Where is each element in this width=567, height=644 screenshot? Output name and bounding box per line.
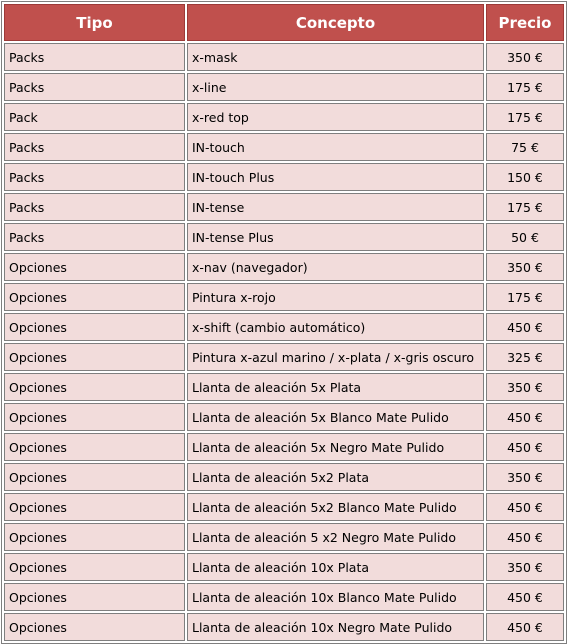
- cell-precio: 50 €: [486, 223, 564, 251]
- cell-concepto: IN-touch Plus: [187, 163, 484, 191]
- column-header-concepto: Concepto: [187, 4, 484, 41]
- cell-precio: 450 €: [486, 523, 564, 551]
- cell-tipo: Opciones: [4, 253, 185, 281]
- cell-tipo: Packs: [4, 73, 185, 101]
- table-row: [4, 613, 564, 641]
- cell-precio: 175 €: [486, 193, 564, 221]
- cell-concepto: IN-tense Plus: [187, 223, 484, 251]
- cell-concepto: Llanta de aleación 10x Blanco Mate Pulido: [187, 583, 484, 611]
- table-row: [4, 493, 564, 521]
- cell-precio: 175 €: [486, 103, 564, 131]
- cell-tipo: Packs: [4, 43, 185, 71]
- table-row: [4, 163, 564, 191]
- cell-tipo: Packs: [4, 163, 185, 191]
- table-row: [4, 553, 564, 581]
- cell-tipo: Opciones: [4, 523, 185, 551]
- cell-concepto: Llanta de aleación 5x2 Plata: [187, 463, 484, 491]
- cell-concepto: IN-tense: [187, 193, 484, 221]
- table-row: [4, 103, 564, 131]
- cell-concepto: Llanta de aleación 10x Negro Mate Pulido: [187, 613, 484, 641]
- cell-precio: 450 €: [486, 313, 564, 341]
- cell-concepto: x-mask: [187, 43, 484, 71]
- table-row: [4, 463, 564, 491]
- price-table: [1, 1, 567, 644]
- cell-precio: 350 €: [486, 43, 564, 71]
- cell-concepto: Pintura x-azul marino / x-plata / x-gris oscuro: [187, 343, 484, 371]
- cell-precio: 175 €: [486, 73, 564, 101]
- cell-tipo: Opciones: [4, 403, 185, 431]
- cell-tipo: Opciones: [4, 373, 185, 401]
- cell-tipo: Opciones: [4, 613, 185, 641]
- cell-tipo: Packs: [4, 193, 185, 221]
- cell-tipo: Opciones: [4, 283, 185, 311]
- cell-tipo: Opciones: [4, 433, 185, 461]
- table-row: [4, 133, 564, 161]
- cell-precio: 450 €: [486, 583, 564, 611]
- table-row: [4, 523, 564, 551]
- cell-concepto: x-line: [187, 73, 484, 101]
- cell-concepto: Pintura x-rojo: [187, 283, 484, 311]
- column-header-precio: Precio: [486, 4, 564, 41]
- table-row: [4, 313, 564, 341]
- header-row: [4, 4, 564, 41]
- table-row: [4, 193, 564, 221]
- cell-concepto: Llanta de aleación 5x Plata: [187, 373, 484, 401]
- cell-precio: 350 €: [486, 253, 564, 281]
- cell-precio: 450 €: [486, 613, 564, 641]
- table-row: [4, 403, 564, 431]
- table-body: [4, 43, 564, 641]
- cell-precio: 75 €: [486, 133, 564, 161]
- cell-concepto: Llanta de aleación 5 x2 Negro Mate Pulido: [187, 523, 484, 551]
- cell-concepto: Llanta de aleación 5x Negro Mate Pulido: [187, 433, 484, 461]
- table-row: [4, 223, 564, 251]
- cell-tipo: Opciones: [4, 343, 185, 371]
- table-row: [4, 43, 564, 71]
- table-header: [4, 4, 564, 41]
- cell-concepto: x-red top: [187, 103, 484, 131]
- cell-precio: 450 €: [486, 403, 564, 431]
- table-row: [4, 433, 564, 461]
- cell-precio: 325 €: [486, 343, 564, 371]
- cell-concepto: Llanta de aleación 10x Plata: [187, 553, 484, 581]
- table-row: [4, 583, 564, 611]
- cell-concepto: Llanta de aleación 5x2 Blanco Mate Pulido: [187, 493, 484, 521]
- cell-precio: 175 €: [486, 283, 564, 311]
- cell-tipo: Opciones: [4, 553, 185, 581]
- cell-precio: 350 €: [486, 553, 564, 581]
- column-header-tipo: Tipo: [4, 4, 185, 41]
- table-row: [4, 373, 564, 401]
- cell-concepto: Llanta de aleación 5x Blanco Mate Pulido: [187, 403, 484, 431]
- cell-tipo: Packs: [4, 223, 185, 251]
- table-row: [4, 73, 564, 101]
- cell-precio: 450 €: [486, 433, 564, 461]
- cell-concepto: x-nav (navegador): [187, 253, 484, 281]
- cell-tipo: Opciones: [4, 463, 185, 491]
- cell-tipo: Packs: [4, 133, 185, 161]
- cell-tipo: Opciones: [4, 583, 185, 611]
- cell-concepto: x-shift (cambio automático): [187, 313, 484, 341]
- cell-concepto: IN-touch: [187, 133, 484, 161]
- cell-tipo: Opciones: [4, 313, 185, 341]
- table-row: [4, 343, 564, 371]
- cell-precio: 450 €: [486, 493, 564, 521]
- cell-precio: 350 €: [486, 373, 564, 401]
- cell-tipo: Pack: [4, 103, 185, 131]
- cell-precio: 350 €: [486, 463, 564, 491]
- cell-precio: 150 €: [486, 163, 564, 191]
- cell-tipo: Opciones: [4, 493, 185, 521]
- table-row: [4, 253, 564, 281]
- table-row: [4, 283, 564, 311]
